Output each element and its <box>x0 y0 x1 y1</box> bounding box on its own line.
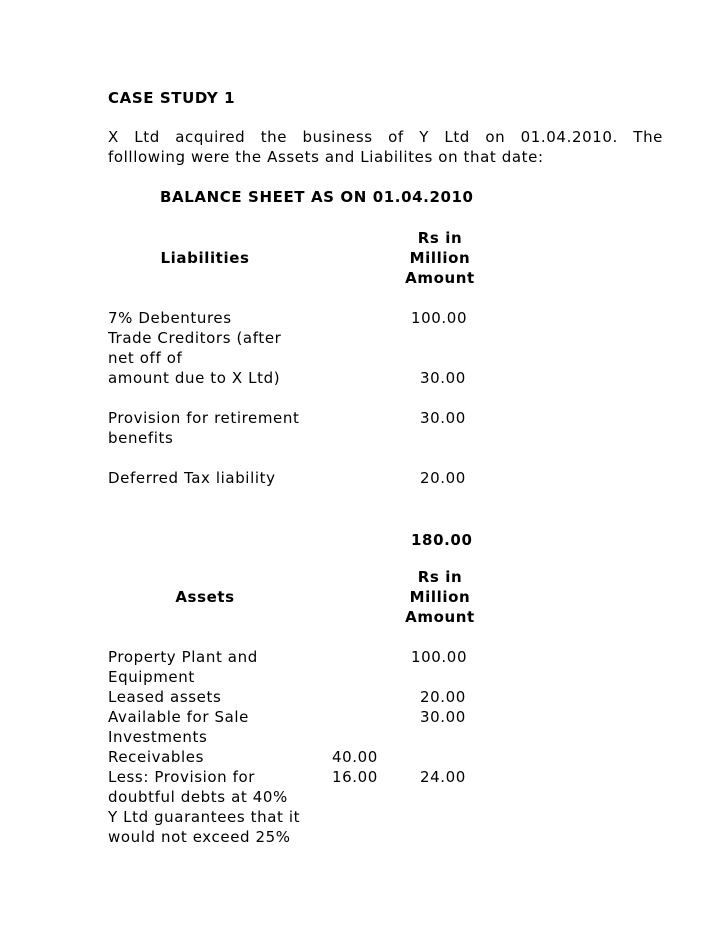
asset-label: Receivables <box>108 748 205 766</box>
liabilities-col-header-2: Million <box>409 249 471 267</box>
asset-sub-amount: 40.00 <box>332 748 378 766</box>
liability-amount: 100.00 <box>411 309 468 327</box>
liabilities-col-header-1: Rs in <box>417 229 463 247</box>
asset-label: would not exceed 25% <box>108 828 291 846</box>
asset-amount: 24.00 <box>420 768 466 786</box>
asset-amount: 100.00 <box>411 648 468 666</box>
liability-label: net off of <box>108 349 183 367</box>
liability-label: 7% Debentures <box>108 309 232 327</box>
liability-label: Provision for retirement <box>108 409 300 427</box>
liability-label: Trade Creditors (after <box>108 329 282 347</box>
asset-label: doubtful debts at 40% <box>108 788 288 806</box>
assets-col-header-3: Amount <box>405 608 475 626</box>
liability-label: Deferred Tax liability <box>108 469 276 487</box>
liability-label: benefits <box>108 429 174 447</box>
asset-label: Property Plant and <box>108 648 258 666</box>
liabilities-col-header-3: Amount <box>405 269 475 287</box>
asset-amount: 20.00 <box>420 688 466 706</box>
asset-label: Equipment <box>108 668 195 686</box>
liabilities-total: 180.00 <box>411 531 473 549</box>
case-title: CASE STUDY 1 <box>108 89 236 107</box>
assets-col-header-2: Million <box>409 588 471 606</box>
intro-line-2: folllowing were the Assets and Liabilites on that date: <box>108 148 544 166</box>
asset-label: Y Ltd guarantees that it <box>108 808 301 826</box>
liability-amount: 30.00 <box>420 409 466 427</box>
intro-line-1: X Ltd acquired the business of Y Ltd on 01.04.2010. The <box>108 128 663 146</box>
assets-col-header-1: Rs in <box>417 568 463 586</box>
balance-sheet-heading: BALANCE SHEET AS ON 01.04.2010 <box>160 188 474 206</box>
asset-amount: 30.00 <box>420 708 466 726</box>
asset-label: Less: Provision for <box>108 768 256 786</box>
liability-label: amount due to X Ltd) <box>108 369 281 387</box>
asset-label: Available for Sale <box>108 708 249 726</box>
asset-sub-amount: 16.00 <box>332 768 378 786</box>
assets-heading: Assets <box>175 588 235 606</box>
liabilities-heading: Liabilities <box>160 249 250 267</box>
asset-label: Investments <box>108 728 208 746</box>
liability-amount: 30.00 <box>420 369 466 387</box>
liability-amount: 20.00 <box>420 469 466 487</box>
asset-label: Leased assets <box>108 688 222 706</box>
